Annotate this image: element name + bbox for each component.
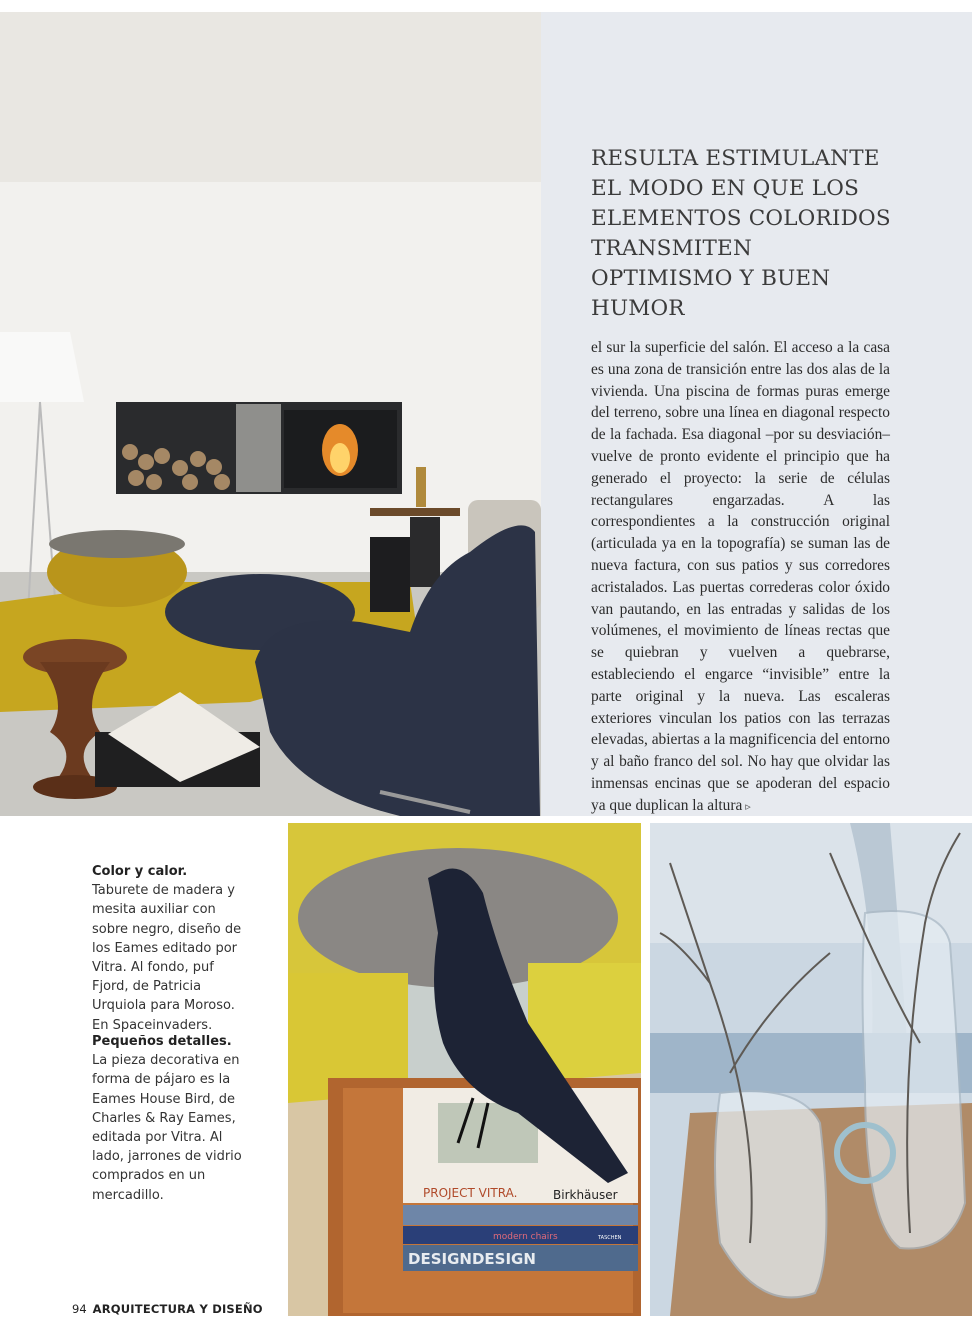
body-paragraph: el sur la superficie del salón. El acceso a la casa es una zona de transición entre las dos alas de la vivienda. Una piscina de formas puras emerge del terreno, sobre una línea en diagonal respecto de la fachada. Esa diagonal –por su desviación– vuelve de pronto evidente el principio que ha generado el proyecto: la serie de células rectangulares engarzadas. A las correspondientes a la construcción original (articulada ya en la topografía) se suman las de nueva factura, con sus patios y sus corredores acristalados. Las puertas correderas color óxido van pautando, en las entradas y salidas de los volúmenes, el movimiento de líneas rectas que se quiebran y vuelven a quebrarse, estableciendo el engarce “invisible” entre la parte original y la nueva. Las escaleras exteriores vinculan los patios con las terrazas elevadas, abiertas a la magnificencia del entorno y al baño franco del sol. No hay que olvidar las inmensas encinas que se apoderan del espacio ya que duplican la altura bbox=[591, 339, 890, 814]
caption-text: La pieza decorativa en forma de pájaro es la Eames House Bird, de Charles & Ray Eames, editada por Vitra. Al lado, jarrones de vidrio comprados en un mercadillo. bbox=[92, 1053, 242, 1203]
caption-title: Color y calor. bbox=[92, 864, 188, 879]
eames-house-bird-photo bbox=[288, 823, 641, 1316]
caption-title: Pequeños detalles. bbox=[92, 1034, 232, 1049]
body-text bbox=[591, 337, 890, 819]
glass-vases-photo bbox=[650, 823, 972, 1316]
book-title-designdesign: DESIGNDESIGN bbox=[408, 1250, 536, 1268]
magazine-name: ARQUITECTURA Y DISEÑO bbox=[92, 1302, 263, 1316]
book-publisher-taschen: TASCHEN bbox=[598, 1235, 622, 1241]
caption-pequenos-detalles bbox=[92, 1032, 250, 1205]
book-publisher-birkhauser: Birkhäuser bbox=[553, 1188, 618, 1202]
caption-color-calor bbox=[92, 862, 250, 1035]
continue-arrow-icon: ▹ bbox=[745, 800, 751, 813]
page-folio bbox=[72, 1302, 263, 1316]
pull-quote: RESULTA ESTIMULANTE EL MODO EN QUE LOS ELEMENTOS COLORIDOS TRANSMITEN OPTIMISMO Y BUEN HUMOR bbox=[591, 146, 891, 321]
page-number: 94 bbox=[72, 1302, 87, 1316]
caption-text: Taburete de madera y mesita auxiliar con sobre negro, diseño de los Eames editado por Vitra. Al fondo, puf Fjord, de Patricia Urquiola para Moroso. En Spaceinvaders. bbox=[92, 883, 242, 1033]
book-title-project-vitra: PROJECT VITRA. bbox=[423, 1186, 518, 1200]
book-title-modern-chairs: modern chairs bbox=[493, 1232, 558, 1242]
living-room-photo bbox=[0, 12, 541, 816]
